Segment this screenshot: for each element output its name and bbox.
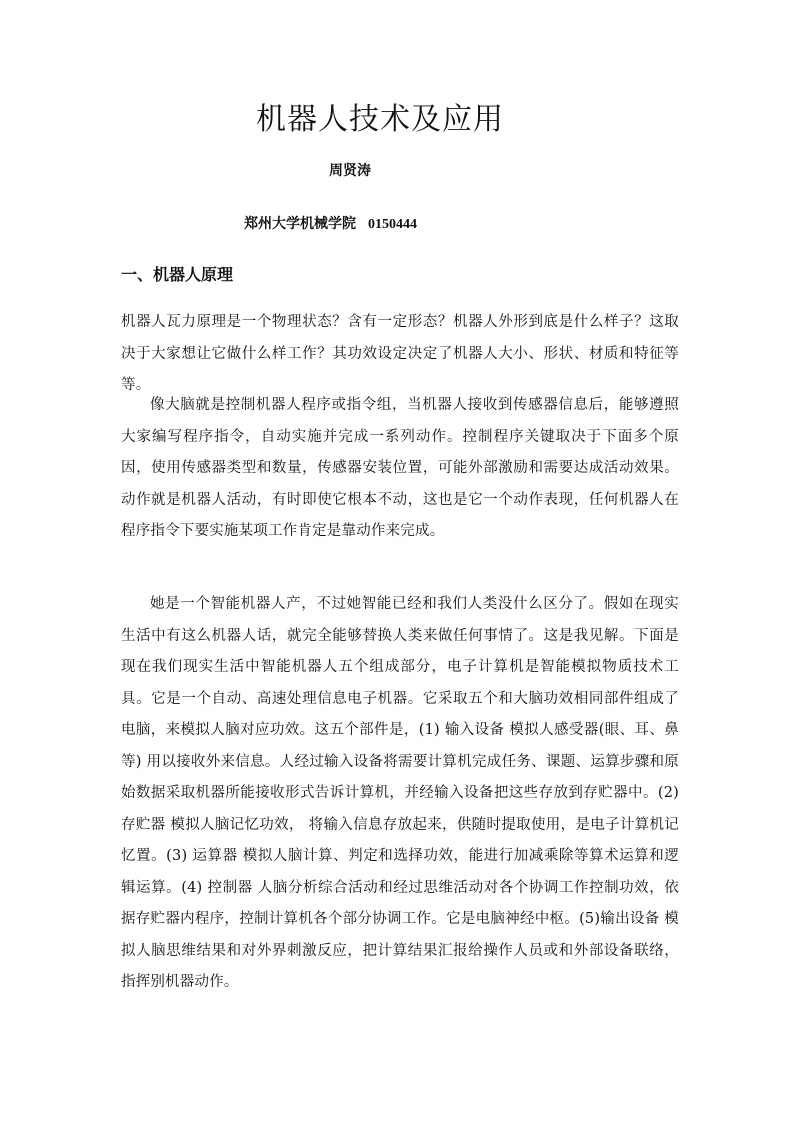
student-id: 0150444 [368,217,417,232]
author-name: 周贤涛 [329,163,371,179]
paragraph-2: 像大脑就是控制机器人程序或指令组，当机器人接收到传感器信息后，能够遵照大家编写程序指令，自动实施并完成一系列动作。控制程序关键取决于下面多个原因，使用传感器类型和数量，传感器安装位置，可能外部激励和需要达成活动效果。动作就是机器人活动，有时即使它根本不动，这也是它一个动作表现，任何机器人在程序指令下要实施某项工作肯定是靠动作来完成。 [121,397,679,539]
affiliation-text: 郑州大学机械学院 [244,216,356,232]
author-affiliation-line [244,213,417,233]
paragraph-1: 机器人瓦力原理是一个物理状态？含有一定形态？机器人外形到底是什么样子？这取决于大家想让它做什么样工作？其功效设定决定了机器人大小、形状、材质和特征等等。 [121,314,679,393]
section-heading: 一、机器人原理 [121,265,234,284]
paragraph-3: 她是一个智能机器人产，不过她智能已经和我们人类没什么区分了。假如在现实生活中有这么机器人话，就完全能够替换人类来做任何事情了。这是我见解。下面是现在我们现实生活中智能机器人五个组成部分，电子计算机是智能模拟物质技术工具。它是一个自动、高速处理信息电子机器。它采取五个和大脑功效相同部件组成了电脑，来模拟人脑对应功效。这五个部件是，(1) 输入设备 模拟人感受器(眼、耳、鼻等) 用以接收外来信息。人经过输入设备将需要计算机完成任务、课题、运算步骤和原始数据采取机器所能接收形式告诉计算机，并经输入设备把这些存放到存贮器中。(2) 存贮器 模拟人脑记忆功效， 将输入信息存放起来，供随时提取使用，是电子计算机记忆置。(3) 运算器 模拟人脑计算、判定和选择功效，能进行加减乘除等算术运算和逻辑运算。(4) 控制器 人脑分析综合活动和经过思维活动对各个协调工作控制功效，依据存贮器内程序，控制计算机各个部分协调工作。它是电脑神经中枢。(5)输出设备 模拟人脑思维结果和对外界刺激反应，把计算结果汇报给操作人员或和外部设备联络，指挥别机器动作。 [121,596,679,990]
document-title: 机器人技术及应用 [256,102,504,137]
